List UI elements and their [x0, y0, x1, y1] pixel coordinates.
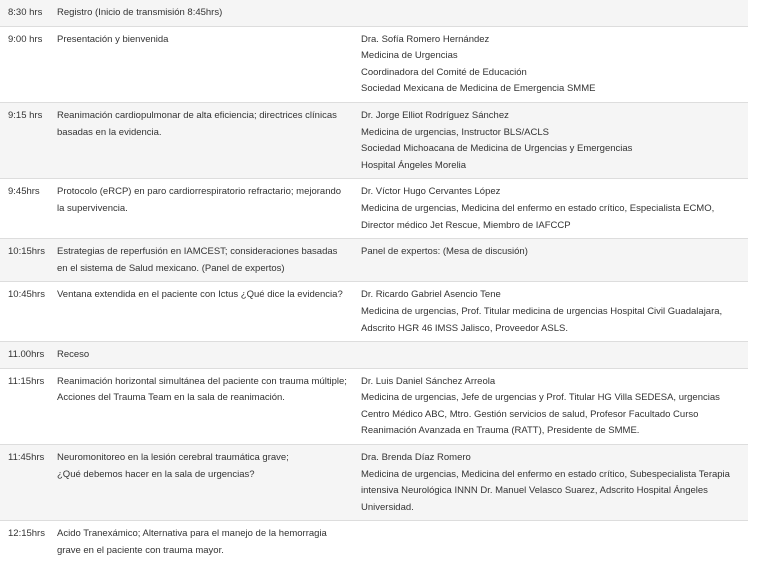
- session-speaker: [353, 445, 748, 521]
- session-time: 10:15hrs: [0, 239, 49, 282]
- session-time: 9:15 hrs: [0, 102, 49, 178]
- topic-line: Acciones del Trauma Team en la sala de reanimación.: [57, 392, 285, 404]
- session-speaker: [353, 26, 748, 102]
- speaker-line: Medicina de Urgencias: [361, 50, 458, 62]
- session-topic: [49, 445, 353, 521]
- topic-line: Reanimación horizontal simultánea del paciente con trauma múltiple;: [57, 375, 347, 387]
- speaker-line: Sociedad Michoacana de Medicina de Urgencias y Emergencias: [361, 143, 633, 155]
- speaker-line: Dra. Brenda Díaz Romero: [361, 452, 471, 464]
- topic-line: Registro (Inicio de transmisión 8:45hrs): [57, 7, 223, 18]
- speaker-line: Dr. Víctor Hugo Cervantes López: [361, 186, 501, 198]
- session-time: 11.00hrs: [0, 342, 49, 369]
- topic-line: basadas en la evidencia.: [57, 126, 162, 138]
- schedule-row: [0, 239, 748, 282]
- session-time: 10:45hrs: [0, 282, 49, 342]
- session-time: 9:45hrs: [0, 179, 49, 239]
- speaker-line: Dr. Luis Daniel Sánchez Arreola: [361, 375, 496, 387]
- topic-line: Ventana extendida en el paciente con Ictus ¿Qué dice la evidencia?: [57, 289, 343, 301]
- session-speaker: [353, 342, 748, 369]
- speaker-line: Medicina de urgencias, Instructor BLS/ACLS: [361, 126, 549, 138]
- topic-line: Acido Tranexámico; Alternativa para el manejo de la hemorragia: [57, 528, 327, 540]
- speaker-line: Sociedad Mexicana de Medicina de Emergencia SMME: [361, 83, 596, 95]
- speaker-line: intensiva Neurológica INNN Dr. Manuel Velasco Suarez, Adscrito Hospital Ángeles: [361, 485, 708, 497]
- schedule-row: [0, 521, 748, 564]
- session-time: 9:00 hrs: [0, 26, 49, 102]
- topic-line: Estrategias de reperfusión en IAMCEST; consideraciones basadas: [57, 246, 338, 258]
- speaker-line: Adscrito HGR 46 IMSS Jalisco, Proveedor ASLS.: [361, 322, 568, 334]
- speaker-line: Centro Médico ABC, Mtro. Gestión servicios de salud, Profesor Facultado Curso: [361, 408, 699, 420]
- session-speaker: [353, 0, 748, 26]
- session-speaker: [353, 102, 748, 178]
- speaker-line: Reanimación Avanzada en Trauma (RATT), Presidente de SMME.: [361, 425, 640, 437]
- speaker-line: Coordinadora del Comité de Educación: [361, 66, 527, 78]
- speaker-line: Medicina de urgencias, Jefe de urgencias y Prof. Titular HG Villa SEDESA, urgencias: [361, 392, 720, 404]
- session-topic: [49, 179, 353, 239]
- speaker-line: Medicina de urgencias, Medicina del enfermo en estado crítico, Subespecialista Terapia: [361, 468, 730, 480]
- speaker-line: Dr. Jorge Elliot Rodríguez Sánchez: [361, 109, 509, 121]
- schedule-row: [0, 342, 748, 369]
- topic-line: Reanimación cardiopulmonar de alta eficiencia; directrices clínicas: [57, 109, 337, 121]
- session-speaker: [353, 368, 748, 444]
- speaker-line: Medicina de urgencias, Prof. Titular medicina de urgencias Hospital Civil Guadalajara,: [361, 305, 723, 317]
- topic-line: en el sistema de Salud mexicano. (Panel de expertos): [57, 262, 285, 274]
- session-speaker: [353, 282, 748, 342]
- schedule-row: [0, 0, 748, 26]
- schedule-row: [0, 102, 748, 178]
- topic-line: ¿Qué debemos hacer en la sala de urgencias?: [57, 468, 255, 480]
- speaker-line: Hospital Ángeles Morelia: [361, 159, 467, 171]
- schedule-row: [0, 26, 748, 102]
- session-speaker: [353, 521, 748, 564]
- schedule-row: [0, 445, 748, 521]
- session-time: 11:15hrs: [0, 368, 49, 444]
- topic-line: grave en el paciente con trauma mayor.: [57, 545, 224, 557]
- schedule-row: [0, 179, 748, 239]
- topic-line: la supervivencia.: [57, 202, 128, 214]
- topic-line: Neuromonitoreo en la lesión cerebral traumática grave;: [57, 452, 289, 464]
- session-topic: [49, 102, 353, 178]
- session-speaker: [353, 179, 748, 239]
- session-time: 8:30 hrs: [0, 0, 49, 26]
- session-topic: [49, 282, 353, 342]
- topic-line: Receso: [57, 349, 90, 361]
- speaker-line: Dr. Ricardo Gabriel Asencio Tene: [361, 289, 501, 301]
- speaker-line: Dra. Sofía Romero Hernández: [361, 33, 490, 45]
- session-speaker: [353, 239, 748, 282]
- session-topic: [49, 342, 353, 369]
- session-time: 12:15hrs: [0, 521, 49, 564]
- speaker-line: Universidad.: [361, 501, 414, 513]
- session-time: 11:45hrs: [0, 445, 49, 521]
- schedule-row: [0, 282, 748, 342]
- session-topic: [49, 26, 353, 102]
- topic-line: Presentación y bienvenida: [57, 33, 169, 45]
- speaker-line: Director médico Jet Rescue, Miembro de IAFCCP: [361, 219, 571, 231]
- speaker-line: Panel de expertos: (Mesa de discusión): [361, 246, 528, 258]
- session-topic: [49, 0, 353, 26]
- session-topic: [49, 521, 353, 564]
- topic-line: Protocolo (eRCP) en paro cardiorrespiratorio refractario; mejorando: [57, 186, 342, 198]
- speaker-line: Medicina de urgencias, Medicina del enfermo en estado crítico, Especialista ECMO,: [361, 202, 715, 214]
- session-topic: [49, 239, 353, 282]
- schedule-row: [0, 368, 748, 444]
- session-topic: [49, 368, 353, 444]
